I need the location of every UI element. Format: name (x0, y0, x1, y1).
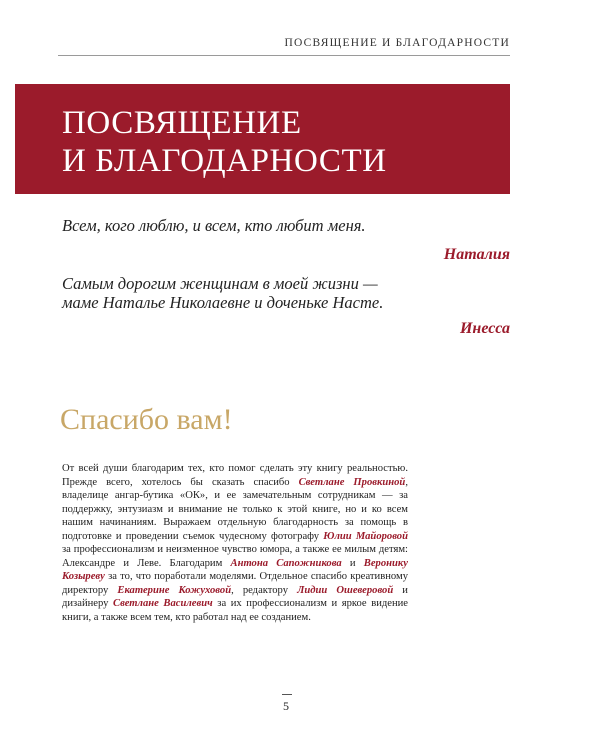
highlighted-name: Лидии Ошеверовой (297, 584, 394, 596)
page-number-rule (282, 694, 292, 695)
text-segment: и дизайнеру (62, 584, 408, 609)
text-segment: и (341, 557, 364, 569)
text-segment: за то, что поработали моделями. Отдельное спасибо креативному директору (62, 571, 408, 596)
dedication-1-line-1: Всем, кого люблю, и всем, кто любит меня. (62, 216, 366, 235)
highlighted-name: Светлане Василевич (113, 598, 213, 609)
thanks-heading: Спасибо вам! (60, 403, 233, 436)
dedication-1 (62, 216, 510, 235)
dedication-2 (62, 274, 510, 312)
title-band (15, 84, 510, 194)
thanks-paragraph (62, 462, 408, 624)
text-segment: за профессионализм и неизменное чувство юмора, а также ее милым детям: Александре и Леве. Благодарим (62, 544, 408, 569)
dedication-1-signature: Наталия (443, 246, 510, 263)
header-rule (58, 55, 510, 56)
highlighted-name: Екатерине Кожуховой (117, 584, 232, 596)
highlighted-name: Юлии Майоровой (323, 530, 408, 542)
chapter-title (62, 104, 387, 180)
page-number: 5 (283, 699, 289, 713)
chapter-title-line-2: И БЛАГОДАРНОСТИ (62, 143, 387, 179)
highlighted-name: Веронику Козыреву (62, 557, 408, 582)
chapter-title-line-1: ПОСВЯЩЕНИЕ (62, 105, 302, 141)
highlighted-name: Антона Сапожникова (230, 557, 342, 569)
text-segment: , редактору (231, 584, 298, 596)
text-segment: за их профессионализм и яркое видение книги, а также всем тем, кто работал над ее созданием. (62, 598, 409, 623)
text-segment: От всей души благодарим тех, кто помог сделать эту книгу реальностью. Прежде всего, хотелось бы сказать спасибо (62, 463, 408, 488)
highlighted-name: Светлане Провкиной (298, 476, 406, 488)
dedication-2-line-1: Самым дорогим женщинам в моей жизни — (62, 274, 378, 293)
running-header: ПОСВЯЩЕНИЕ И БЛАГОДАРНОСТИ (284, 37, 510, 49)
dedication-2-line-2: маме Наталье Николаевне и доченьке Насте. (62, 293, 384, 312)
dedication-2-signature: Инесса (459, 320, 510, 337)
text-segment: , владелице ангар-бутика «ОК», и ее замечательным сотрудникам — за поддержку, энтузиазм и внимание не только к этой книге, но и ко всем нашим начинаниям. Выражаем отдельную благодарность за помощь в подготовке и проведении съемок чудесному фотографу (62, 476, 408, 542)
